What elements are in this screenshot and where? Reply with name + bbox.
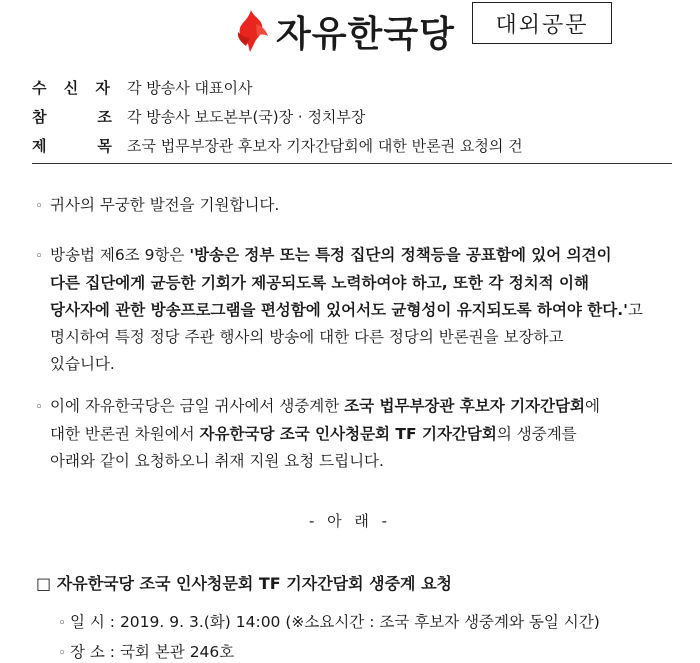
subject-row bbox=[32, 131, 672, 159]
notice-heading: - 아 래 - bbox=[308, 512, 392, 530]
section-title: □ 자유한국당 조국 인사청문회 TF 기자간담회 생중계 요청 bbox=[36, 574, 452, 593]
circle-bullet-icon: ◦ bbox=[35, 400, 43, 415]
detail-date: ◦ 일 시 : 2019. 9. 3.(화) 14:00 (※소요시간 : 조국 후보자 생중계와 동일 시간) bbox=[54, 610, 600, 632]
subject-label: 제 목 bbox=[32, 136, 118, 155]
document-type-box bbox=[472, 2, 612, 44]
circle-bullet-icon: ◦ bbox=[35, 199, 43, 214]
circle-bullet-icon: ◦ bbox=[58, 646, 66, 661]
detail-place: ◦ 장 소 : 국회 본관 246호 bbox=[54, 640, 234, 662]
recipient-row bbox=[32, 73, 672, 101]
header-divider bbox=[32, 163, 672, 164]
paragraph-greeting: ◦ 귀사의 무궁한 발전을 기원합니다. bbox=[28, 192, 678, 220]
cc-label: 참 조 bbox=[32, 107, 118, 126]
party-name: 자유한국당 bbox=[276, 13, 455, 55]
paragraph-broadcast-law: ◦ 방송법 제6조 9항은 '방송은 정부 또는 특정 집단의 정책등을 공표함에 있어 의견이 다른 집단에게 균등한 기회가 제공되도록 노력하여야 하고, 또한 각 정치적 이해 당사자에 관한 방송프로그램을 편성함에 있어서도 균형성이 유지되도록 하여야 한다.'고 명시하여 특정 정당 주관 행사의 방송에 대한 다른 정당의 반론권을 보장하고 있습니다. bbox=[28, 242, 678, 378]
circle-bullet-icon: ◦ bbox=[58, 616, 66, 631]
circle-bullet-icon: ◦ bbox=[35, 249, 43, 264]
recipient-label: 수 신 자 bbox=[32, 78, 116, 97]
recipient-value: 각 방송사 대표이사 bbox=[127, 78, 253, 97]
cc-row bbox=[32, 102, 672, 130]
party-logo bbox=[232, 6, 455, 56]
subject-value: 조국 법무부장관 후보자 기자간담회에 대한 반론권 요청의 건 bbox=[127, 136, 523, 155]
paragraph-request: ◦ 이에 자유한국당은 금일 귀사에서 생중계한 조국 법무부장관 후보자 기자간담회에 대한 반론권 차원에서 자유한국당 조국 인사청문회 TF 기자간담회의 생중계를 아래와 같이 요청하오니 취재 지원 요청 드립니다. bbox=[28, 393, 678, 475]
document-type: 대외공문 bbox=[495, 12, 589, 38]
torch-icon bbox=[232, 8, 272, 54]
cc-value: 각 방송사 보도본부(국)장 · 정치부장 bbox=[127, 107, 366, 126]
